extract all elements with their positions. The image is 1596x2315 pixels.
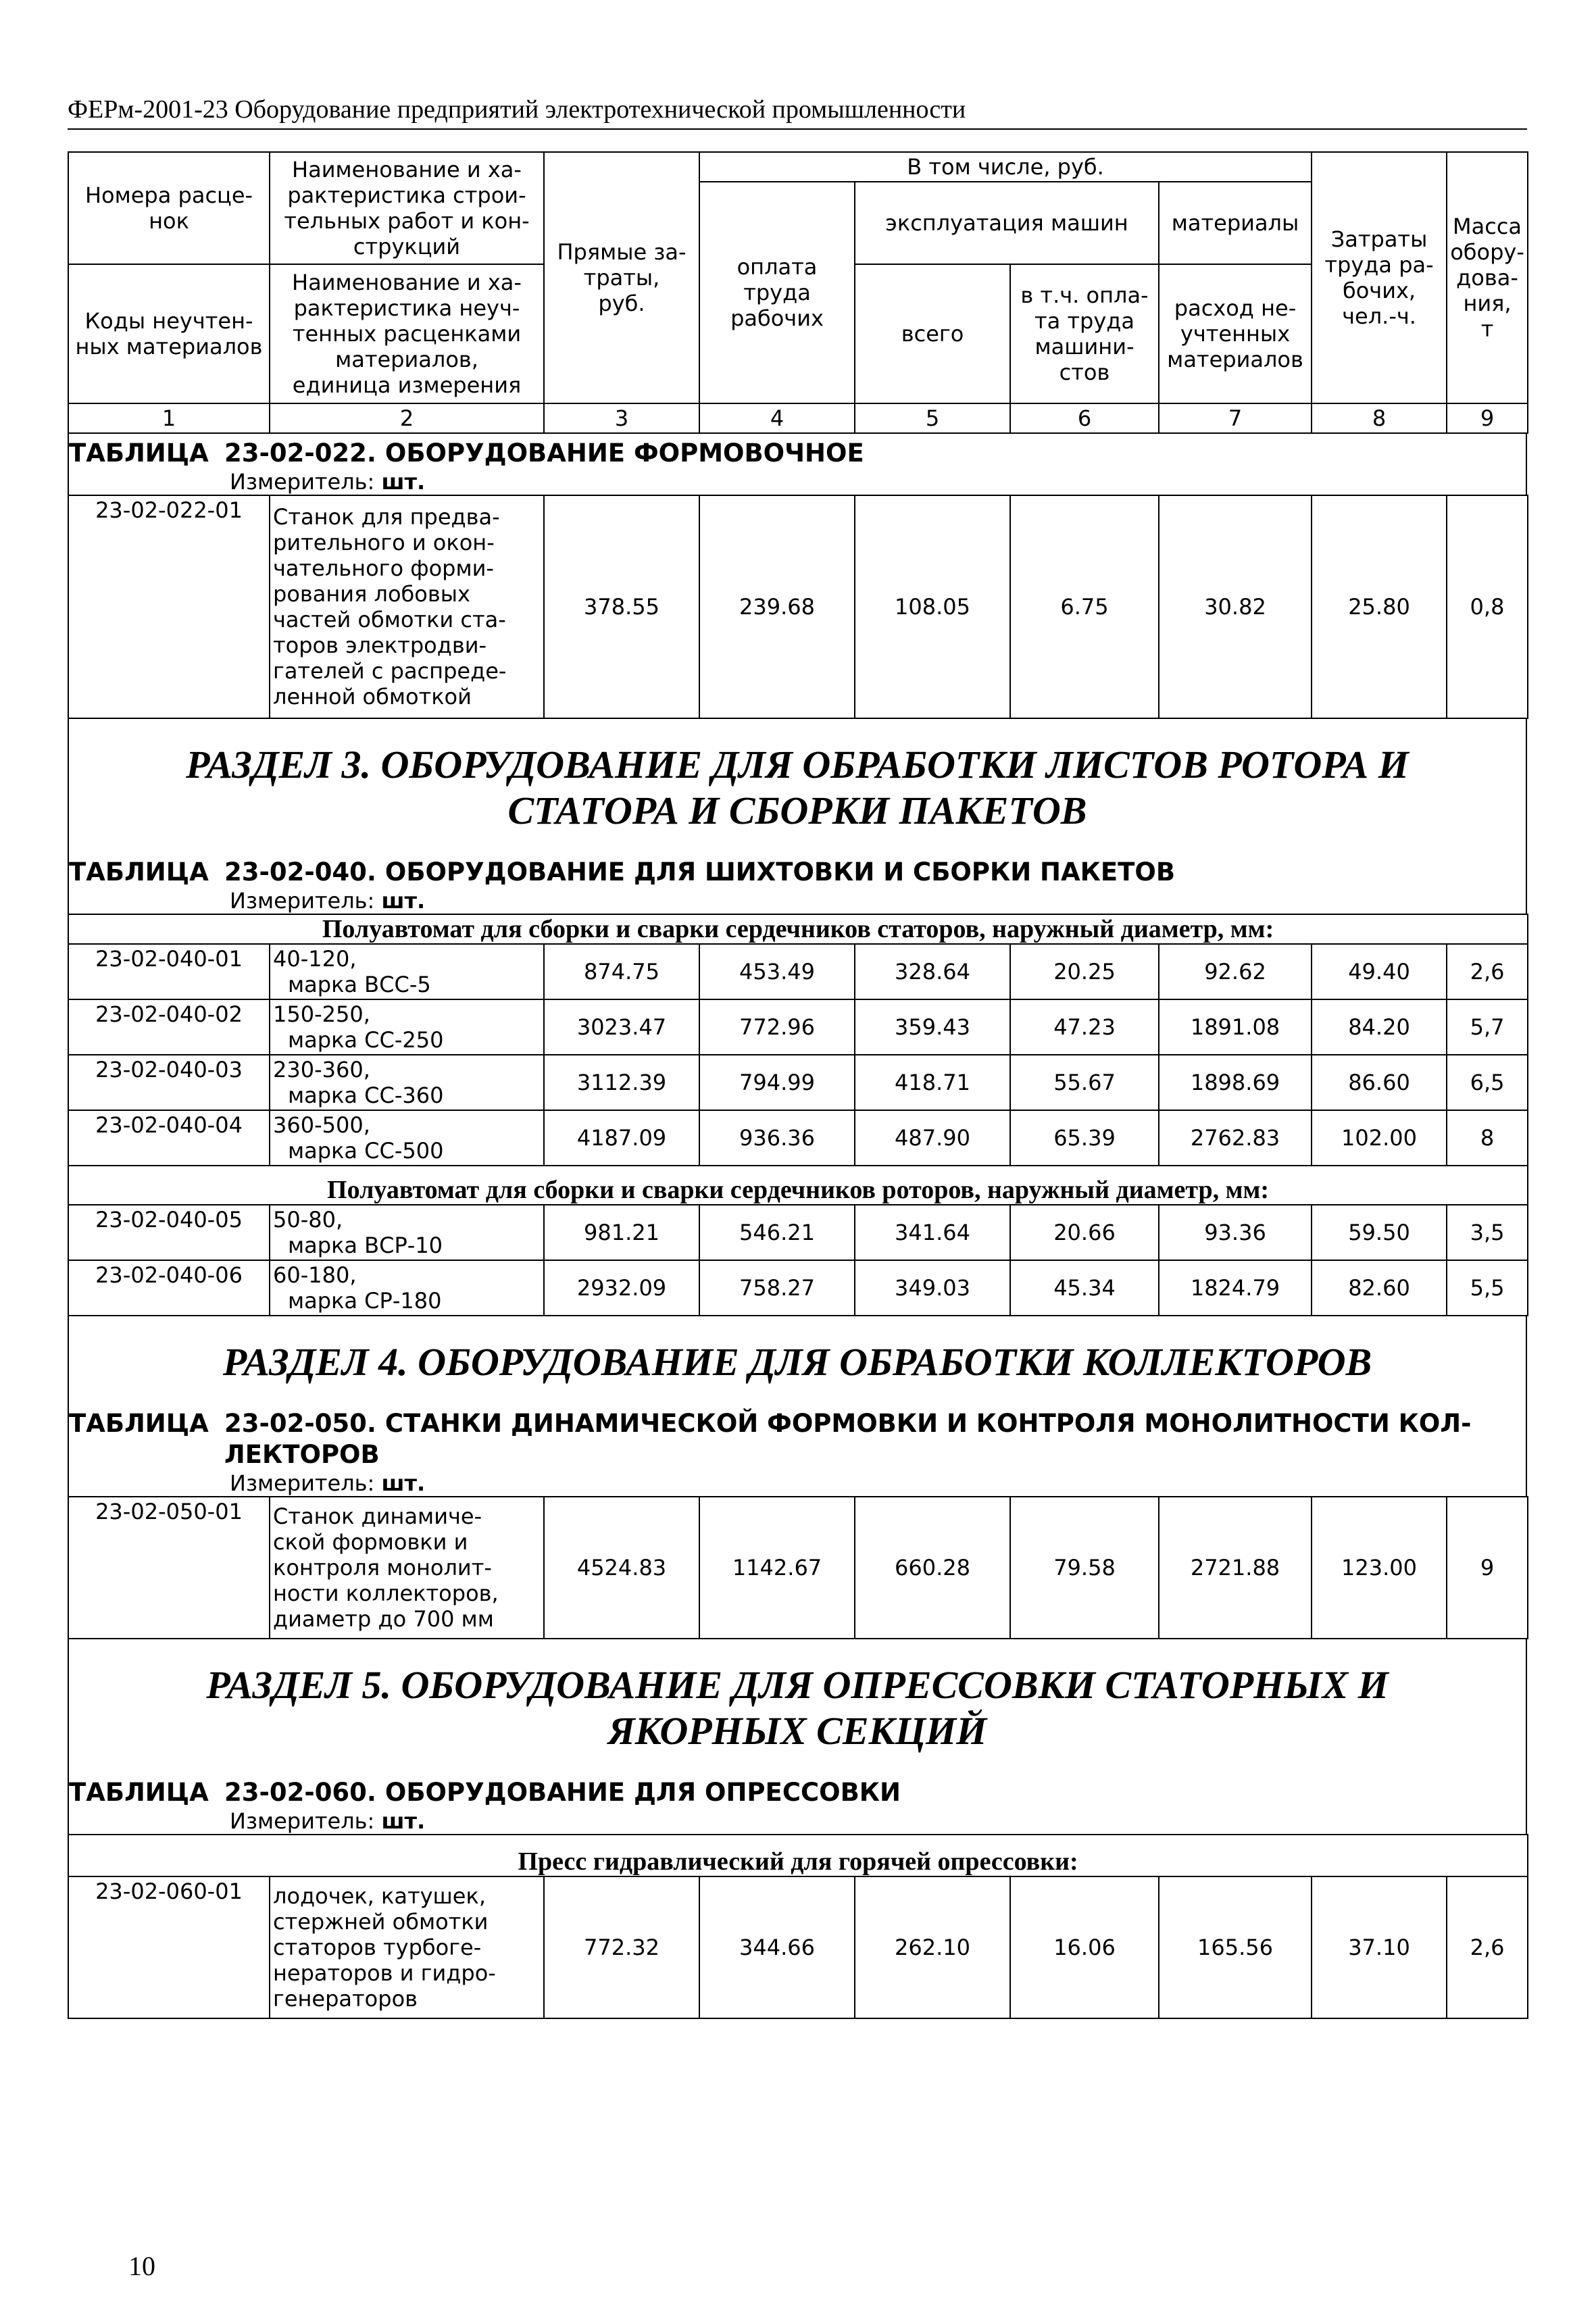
table-row: 23-02-060-01 лодочек, катушек, стержней обмотки статоров турбоге- нераторов и гидро- генераторов 772.32 344.66 262.10 16.06 165.56 37.10 2,6: [68, 1876, 1528, 2018]
table-title: ТАБЛИЦА 23-02-022. ОБОРУДОВАНИЕ ФОРМОВОЧНОЕ: [69, 439, 864, 468]
table-title: ТАБЛИЦА 23-02-050. СТАНКИ ДИНАМИЧЕСКОЙ ФОРМОВКИ И КОНТРОЛЯ МОНОЛИТНОСТИ КОЛ- ЛЕКТОРОВ: [69, 1409, 1472, 1469]
table-060-data: [68, 1834, 1528, 2019]
page-number: 10: [128, 2251, 155, 2281]
table-row: 23-02-040-04 360-500, марка СС-500 4187.09 936.36 487.90 65.39 2762.83 102.00 8: [68, 1110, 1528, 1166]
group-heading: Полуавтомат для сборки и сварки сердечников статоров, наружный диаметр, мм:: [68, 914, 1528, 944]
table-row: 23-02-050-01 Станок динамиче- ской формовки и контроля монолит- ности коллекторов, диаметр до 700 мм 4524.83 1142.67 660.28 79.58 2721.88 123.00 9: [68, 1497, 1528, 1639]
header-labor: Затраты труда ра- бочих, чел.-ч.: [1312, 152, 1447, 403]
header-mass: Масса обору- дова- ния, т: [1447, 152, 1528, 403]
table-022-block: [68, 434, 1527, 495]
measure-unit: Измеритель: шт.: [230, 1470, 426, 1496]
table-row: 23-02-040-02 150-250, марка СС-250 3023.47 772.96 359.43 47.23 1891.08 84.20 5,7: [68, 999, 1528, 1055]
col-number: 4: [699, 403, 855, 433]
header-table: [68, 151, 1528, 434]
section-4-block: [68, 1316, 1527, 1496]
group-heading: Пресс гидравлический для горячей опрессовки:: [68, 1835, 1528, 1876]
col-number: 6: [1010, 403, 1159, 433]
table-022-data: [68, 495, 1528, 719]
header-wages: оплата труда рабочих: [699, 182, 855, 403]
header-machinist-wages: в т.ч. опла- та труда машини- стов: [1010, 264, 1159, 403]
header-machines-total: всего: [855, 264, 1010, 403]
main-content: [68, 151, 1527, 2019]
table-row: 23-02-040-03 230-360, марка СС-360 3112.39 794.99 418.71 55.67 1898.69 86.60 6,5: [68, 1055, 1528, 1110]
measure-unit: Измеритель: шт.: [230, 469, 426, 495]
header-unaccounted-materials: расход не- учтенных материалов: [1159, 264, 1312, 403]
table-row: 23-02-040-06 60-180, марка СР-180 2932.09 758.27 349.03 45.34 1824.79 82.60 5,5: [68, 1260, 1528, 1316]
col-number: 8: [1312, 403, 1447, 433]
section-3-block: [68, 719, 1527, 914]
table-040-data: [68, 914, 1528, 1316]
table-row: 23-02-022-01 Станок для предва- рительного и окон- чательного форми- рования лобовых частей обмотки ста- торов электродви- гателей с распреде- ленной обмоткой 378.55 239.68 108.05 6.75 30.82 25.80 0,8: [68, 495, 1528, 718]
header-direct-costs: Прямые за- траты, руб.: [544, 152, 699, 403]
section-heading: РАЗДЕЛ 5. ОБОРУДОВАНИЕ ДЛЯ ОПРЕССОВКИ СТАТОРНЫХ И ЯКОРНЫХ СЕКЦИЙ: [206, 1663, 1389, 1753]
table-050-data: [68, 1496, 1528, 1639]
col-number: 1: [68, 403, 270, 433]
header-including: В том числе, руб.: [699, 152, 1312, 182]
col-number: 5: [855, 403, 1010, 433]
col-number: 3: [544, 403, 699, 433]
col-number: 9: [1447, 403, 1528, 433]
measure-unit: Измеритель: шт.: [230, 888, 426, 914]
header-material-codes: Коды неучтен- ных материалов: [68, 264, 270, 403]
table-title: ТАБЛИЦА 23-02-060. ОБОРУДОВАНИЕ ДЛЯ ОПРЕССОВКИ: [69, 1778, 901, 1807]
header-materials: материалы: [1159, 182, 1312, 264]
header-rate-numbers: Номера расце- нок: [68, 152, 270, 264]
table-row: 23-02-040-01 40-120, марка ВСС-5 874.75 453.49 328.64 20.25 92.62 49.40 2,6: [68, 944, 1528, 999]
table-title: ТАБЛИЦА 23-02-040. ОБОРУДОВАНИЕ ДЛЯ ШИХТОВКИ И СБОРКИ ПАКЕТОВ: [69, 857, 1176, 887]
header-material-name: Наименование и ха- рактеристика неуч- тенных расценками материалов, единица измерения: [270, 264, 544, 403]
header-machines: эксплуатация машин: [855, 182, 1159, 264]
table-row: 23-02-040-05 50-80, марка ВСР-10 981.21 546.21 341.64 20.66 93.36 59.50 3,5: [68, 1205, 1528, 1260]
section-5-block: [68, 1639, 1527, 1834]
section-heading: РАЗДЕЛ 3. ОБОРУДОВАНИЕ ДЛЯ ОБРАБОТКИ ЛИСТОВ РОТОРА И СТАТОРА И СБОРКИ ПАКЕТОВ: [186, 743, 1409, 832]
group-heading: Полуавтомат для сборки и сварки сердечников роторов, наружный диаметр, мм:: [68, 1166, 1528, 1205]
document-title: ФЕРм-2001-23 Оборудование предприятий электротехнической промышленности: [68, 95, 1527, 130]
section-heading: РАЗДЕЛ 4. ОБОРУДОВАНИЕ ДЛЯ ОБРАБОТКИ КОЛЛЕКТОРОВ: [222, 1340, 1372, 1384]
col-number: 2: [270, 403, 544, 433]
header-work-name: Наименование и ха- рактеристика строи- тельных работ и кон- струкций: [270, 152, 544, 264]
col-number: 7: [1159, 403, 1312, 433]
measure-unit: Измеритель: шт.: [230, 1808, 426, 1834]
